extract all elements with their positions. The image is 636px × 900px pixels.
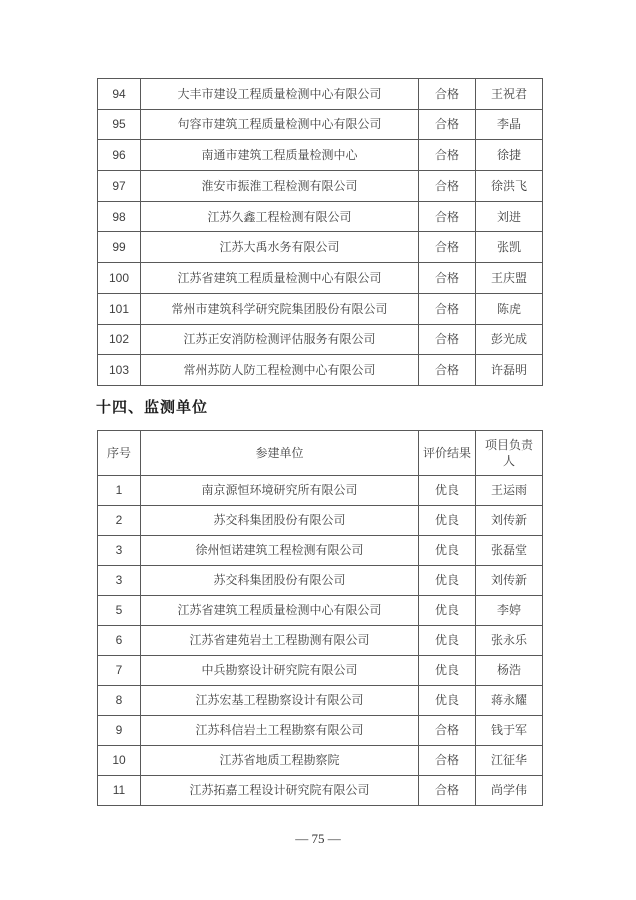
cell-person: 王庆盟 (476, 263, 543, 294)
cell-company: 江苏省地质工程勘察院 (141, 746, 419, 776)
monitoring-units-table (97, 430, 543, 806)
cell-result: 合格 (419, 79, 476, 110)
cell-company: 南京源恒环境研究所有限公司 (141, 476, 419, 506)
section-heading: 十四、监测单位 (96, 399, 209, 416)
table-row (98, 596, 543, 626)
participants-table-continued (97, 78, 543, 386)
cell-no: 1 (98, 476, 141, 506)
cell-person: 张磊堂 (476, 536, 543, 566)
page-number: — 75 — (295, 831, 341, 846)
header-serial-number: 序号 (98, 431, 141, 476)
cell-result: 优良 (419, 566, 476, 596)
table-row (98, 686, 543, 716)
table-row (98, 263, 543, 294)
cell-company: 南通市建筑工程质量检测中心 (141, 140, 419, 171)
cell-person: 刘传新 (476, 506, 543, 536)
cell-no: 96 (98, 140, 141, 171)
cell-company: 中兵勘察设计研究院有限公司 (141, 656, 419, 686)
cell-company: 苏交科集团股份有限公司 (141, 566, 419, 596)
cell-no: 5 (98, 596, 141, 626)
cell-person: 王祝君 (476, 79, 543, 110)
cell-person: 李婷 (476, 596, 543, 626)
table-header-row (98, 431, 543, 476)
cell-company: 徐州恒诺建筑工程检测有限公司 (141, 536, 419, 566)
cell-person: 王运雨 (476, 476, 543, 506)
cell-person: 徐捷 (476, 140, 543, 171)
cell-result: 合格 (419, 776, 476, 806)
cell-result: 优良 (419, 596, 476, 626)
cell-company: 常州市建筑科学研究院集团股份有限公司 (141, 293, 419, 324)
cell-no: 102 (98, 324, 141, 355)
cell-result: 优良 (419, 536, 476, 566)
cell-result: 优良 (419, 476, 476, 506)
cell-person: 刘进 (476, 201, 543, 232)
table-row (98, 232, 543, 263)
header-project-leader: 项目负责人 (476, 431, 543, 476)
table-row (98, 293, 543, 324)
cell-company: 淮安市振淮工程检测有限公司 (141, 171, 419, 202)
cell-result: 合格 (419, 324, 476, 355)
cell-result: 合格 (419, 263, 476, 294)
cell-company: 江苏省建筑工程质量检测中心有限公司 (141, 596, 419, 626)
cell-no: 94 (98, 79, 141, 110)
cell-person: 杨浩 (476, 656, 543, 686)
cell-no: 100 (98, 263, 141, 294)
table-row (98, 171, 543, 202)
cell-company: 江苏宏基工程勘察设计有限公司 (141, 686, 419, 716)
cell-company: 江苏大禹水务有限公司 (141, 232, 419, 263)
cell-result: 优良 (419, 626, 476, 656)
cell-company: 江苏省建筑工程质量检测中心有限公司 (141, 263, 419, 294)
table-row (98, 656, 543, 686)
table-row (98, 776, 543, 806)
cell-result: 合格 (419, 201, 476, 232)
cell-company: 句容市建筑工程质量检测中心有限公司 (141, 109, 419, 140)
cell-person: 陈虎 (476, 293, 543, 324)
cell-result: 优良 (419, 506, 476, 536)
cell-person: 徐洪飞 (476, 171, 543, 202)
cell-result: 合格 (419, 232, 476, 263)
cell-person: 许磊明 (476, 355, 543, 386)
table-row (98, 109, 543, 140)
cell-result: 合格 (419, 293, 476, 324)
cell-person: 张永乐 (476, 626, 543, 656)
cell-person: 彭光成 (476, 324, 543, 355)
cell-person: 江征华 (476, 746, 543, 776)
cell-result: 优良 (419, 656, 476, 686)
cell-result: 优良 (419, 686, 476, 716)
table-row (98, 324, 543, 355)
cell-result: 合格 (419, 355, 476, 386)
cell-person: 张凯 (476, 232, 543, 263)
cell-company: 江苏久鑫工程检测有限公司 (141, 201, 419, 232)
cell-result: 合格 (419, 109, 476, 140)
table-row (98, 476, 543, 506)
cell-company: 大丰市建设工程质量检测中心有限公司 (141, 79, 419, 110)
cell-result: 合格 (419, 746, 476, 776)
cell-no: 97 (98, 171, 141, 202)
cell-no: 10 (98, 746, 141, 776)
cell-no: 101 (98, 293, 141, 324)
cell-no: 6 (98, 626, 141, 656)
cell-company: 苏交科集团股份有限公司 (141, 506, 419, 536)
cell-result: 合格 (419, 171, 476, 202)
header-result: 评价结果 (419, 431, 476, 476)
cell-person: 尚学伟 (476, 776, 543, 806)
table-row (98, 536, 543, 566)
cell-company: 常州苏防人防工程检测中心有限公司 (141, 355, 419, 386)
cell-no: 103 (98, 355, 141, 386)
cell-no: 9 (98, 716, 141, 746)
table-row (98, 355, 543, 386)
header-company: 参建单位 (141, 431, 419, 476)
cell-no: 3 (98, 566, 141, 596)
cell-company: 江苏科信岩土工程勘察有限公司 (141, 716, 419, 746)
cell-company: 江苏拓嘉工程设计研究院有限公司 (141, 776, 419, 806)
table-row (98, 746, 543, 776)
cell-result: 合格 (419, 716, 476, 746)
table-row (98, 201, 543, 232)
table-row (98, 566, 543, 596)
table-row (98, 140, 543, 171)
cell-person: 蒋永耀 (476, 686, 543, 716)
cell-company: 江苏省建苑岩土工程勘测有限公司 (141, 626, 419, 656)
cell-result: 合格 (419, 140, 476, 171)
cell-no: 11 (98, 776, 141, 806)
table-row (98, 506, 543, 536)
table-row (98, 626, 543, 656)
cell-person: 钱于军 (476, 716, 543, 746)
table-row (98, 716, 543, 746)
cell-company: 江苏正安消防检测评估服务有限公司 (141, 324, 419, 355)
cell-no: 7 (98, 656, 141, 686)
cell-no: 99 (98, 232, 141, 263)
cell-person: 刘传新 (476, 566, 543, 596)
cell-no: 98 (98, 201, 141, 232)
cell-no: 95 (98, 109, 141, 140)
cell-no: 2 (98, 506, 141, 536)
cell-no: 8 (98, 686, 141, 716)
cell-no: 3 (98, 536, 141, 566)
table-row (98, 79, 543, 110)
cell-person: 李晶 (476, 109, 543, 140)
